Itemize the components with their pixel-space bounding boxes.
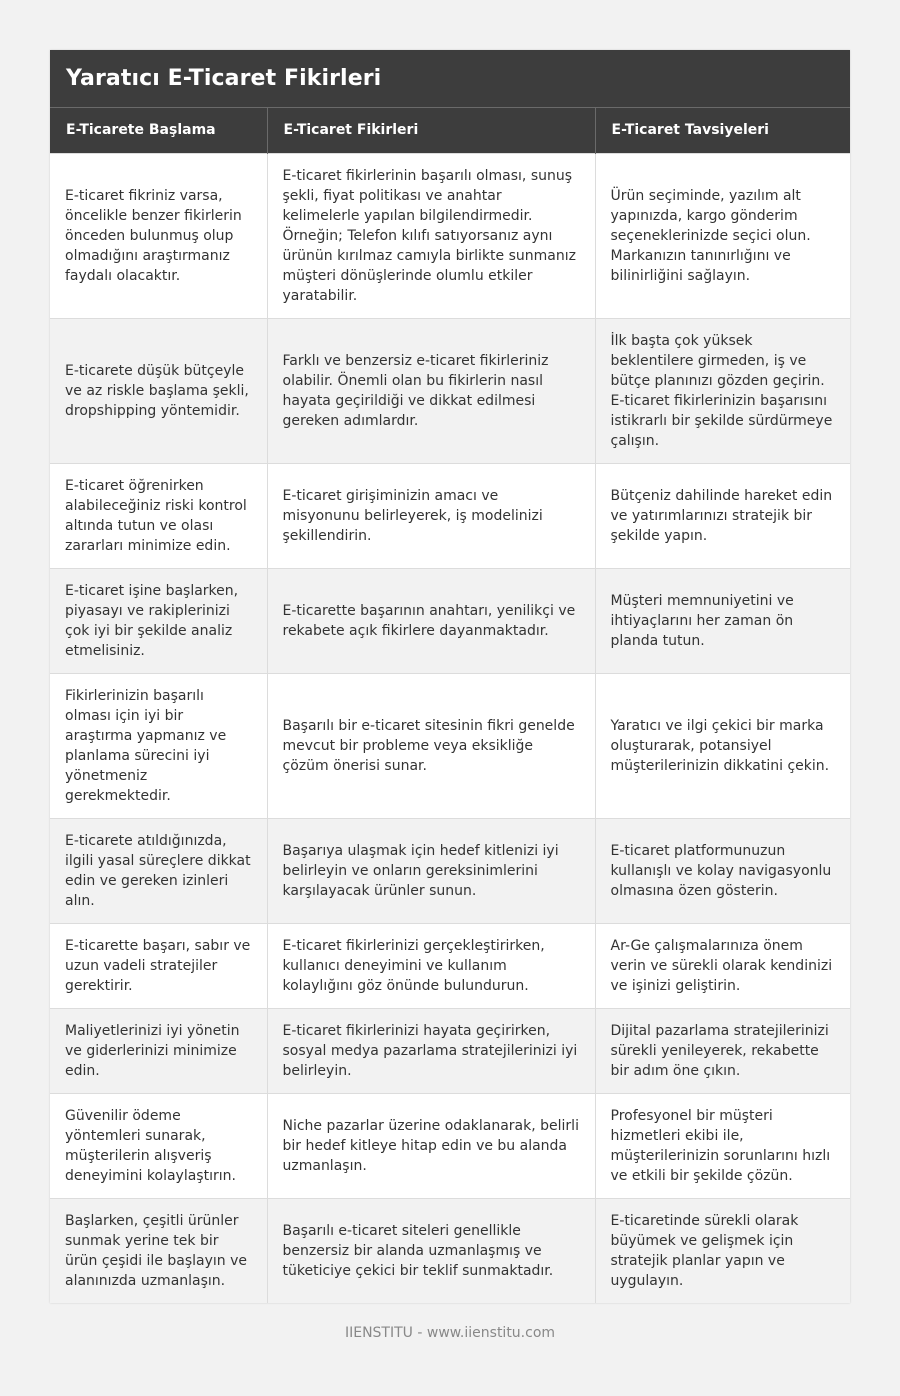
cell-idea: E-ticaret girişiminizin amacı ve misyonunu belirleyerek, iş modelinizi şekillendirin. [267, 463, 595, 568]
cell-start: E-ticaret fikriniz varsa, öncelikle benzer fikirlerin önceden bulunmuş olup olmadığını araştırmanız faydalı olacaktır. [50, 153, 267, 318]
cell-tip: İlk başta çok yüksek beklentilere girmeden, iş ve bütçe planınızı gözden geçirin. E-ticaret fikirlerinizin başarısını istikrarlı bir şekilde sürdürmeye çalışın. [595, 318, 850, 463]
cell-start: E-ticarette başarı, sabır ve uzun vadeli stratejiler gerektirir. [50, 923, 267, 1008]
cell-tip: Bütçeniz dahilinde hareket edin ve yatırımlarınızı stratejik bir şekilde yapın. [595, 463, 850, 568]
column-header-start: E-Ticarete Başlama [50, 108, 267, 153]
table-row [50, 1008, 850, 1093]
table-body [50, 153, 850, 1303]
cell-tip: Ar-Ge çalışmalarınıza önem verin ve sürekli olarak kendinizi ve işinizi geliştirin. [595, 923, 850, 1008]
cell-start: E-ticaret işine başlarken, piyasayı ve rakiplerinizi çok iyi bir şekilde analiz etmelisiniz. [50, 568, 267, 673]
cell-idea: Farklı ve benzersiz e-ticaret fikirleriniz olabilir. Önemli olan bu fikirlerin nasıl hayata geçirildiği ve dikkat edilmesi gereken adımlardır. [267, 318, 595, 463]
title-bar [50, 50, 850, 108]
cell-tip: E-ticaret platformunuzun kullanışlı ve kolay navigasyonlu olmasına özen gösterin. [595, 818, 850, 923]
table-row [50, 923, 850, 1008]
header-row [50, 108, 850, 153]
table-row [50, 568, 850, 673]
cell-start: E-ticarete atıldığınızda, ilgili yasal süreçlere dikkat edin ve gereken izinleri alın. [50, 818, 267, 923]
cell-tip: E-ticaretinde sürekli olarak büyümek ve gelişmek için stratejik planlar yapın ve uygulayın. [595, 1198, 850, 1303]
table-row [50, 1198, 850, 1303]
cell-start: Güvenilir ödeme yöntemleri sunarak, müşterilerin alışveriş deneyimini kolaylaştırın. [50, 1093, 267, 1198]
column-header-ideas: E-Ticaret Fikirleri [267, 108, 595, 153]
cell-start: E-ticarete düşük bütçeyle ve az riskle başlama şekli, dropshipping yöntemidir. [50, 318, 267, 463]
table-row [50, 673, 850, 818]
cell-idea: E-ticaret fikirlerinin başarılı olması, sunuş şekli, fiyat politikası ve anahtar kelimelerle yapılan bilgilendirmedir. Örneğin; Telefon kılıfı satıyorsanız aynı ürünün kırılmaz camıyla birlikte sunmanız müşteri dönüşlerinde olumlu etkiler yaratabilir. [267, 153, 595, 318]
cell-idea: Başarılı bir e-ticaret sitesinin fikri genelde mevcut bir probleme veya eksikliğe çözüm önerisi sunar. [267, 673, 595, 818]
table-row [50, 818, 850, 923]
content-card [50, 50, 850, 1303]
table-header [50, 108, 850, 153]
cell-start: Fikirlerinizin başarılı olması için iyi bir araştırma yapmanız ve planlama sürecini iyi yönetmeniz gerekmektedir. [50, 673, 267, 818]
page-title: Yaratıcı E-Ticaret Fikirleri [66, 66, 382, 91]
table-row [50, 318, 850, 463]
cell-tip: Ürün seçiminde, yazılım alt yapınızda, kargo gönderim seçeneklerinizde seçici olun. Markanızın tanınırlığını ve bilinirliğini sağlayın. [595, 153, 850, 318]
cell-idea: E-ticaret fikirlerinizi gerçekleştirirken, kullanıcı deneyimini ve kullanım kolaylığını göz önünde bulundurun. [267, 923, 595, 1008]
table-row [50, 153, 850, 318]
cell-tip: Profesyonel bir müşteri hizmetleri ekibi ile, müşterilerinizin sorunlarını hızlı ve etkili bir şekilde çözün. [595, 1093, 850, 1198]
table-row [50, 1093, 850, 1198]
cell-tip: Müşteri memnuniyetini ve ihtiyaçlarını her zaman ön planda tutun. [595, 568, 850, 673]
cell-idea: E-ticaret fikirlerinizi hayata geçirirken, sosyal medya pazarlama stratejilerinizi iyi belirleyin. [267, 1008, 595, 1093]
cell-tip: Dijital pazarlama stratejilerinizi sürekli yenileyerek, rekabette bir adım öne çıkın. [595, 1008, 850, 1093]
footer-credit: IIENSTITU - www.iienstitu.com [344, 1325, 556, 1341]
cell-idea: Niche pazarlar üzerine odaklanarak, belirli bir hedef kitleye hitap edin ve bu alanda uzmanlaşın. [267, 1093, 595, 1198]
table-row [50, 463, 850, 568]
cell-start: Başlarken, çeşitli ürünler sunmak yerine tek bir ürün çeşidi ile başlayın ve alanınızda uzmanlaşın. [50, 1198, 267, 1303]
cell-idea: Başarılı e-ticaret siteleri genellikle benzersiz bir alanda uzmanlaşmış ve tüketiciye çekici bir teklif sunmaktadır. [267, 1198, 595, 1303]
cell-start: E-ticaret öğrenirken alabileceğiniz riski kontrol altında tutun ve olası zararları minimize edin. [50, 463, 267, 568]
column-header-tips: E-Ticaret Tavsiyeleri [595, 108, 850, 153]
cell-tip: Yaratıcı ve ilgi çekici bir marka oluşturarak, potansiyel müşterilerinizin dikkatini çekin. [595, 673, 850, 818]
cell-idea: Başarıya ulaşmak için hedef kitlenizi iyi belirleyin ve onların gereksinimlerini karşılayacak ürünler sunun. [267, 818, 595, 923]
ideas-table [50, 108, 850, 1303]
cell-start: Maliyetlerinizi iyi yönetin ve giderlerinizi minimize edin. [50, 1008, 267, 1093]
cell-idea: E-ticarette başarının anahtarı, yenilikçi ve rekabete açık fikirlere dayanmaktadır. [267, 568, 595, 673]
